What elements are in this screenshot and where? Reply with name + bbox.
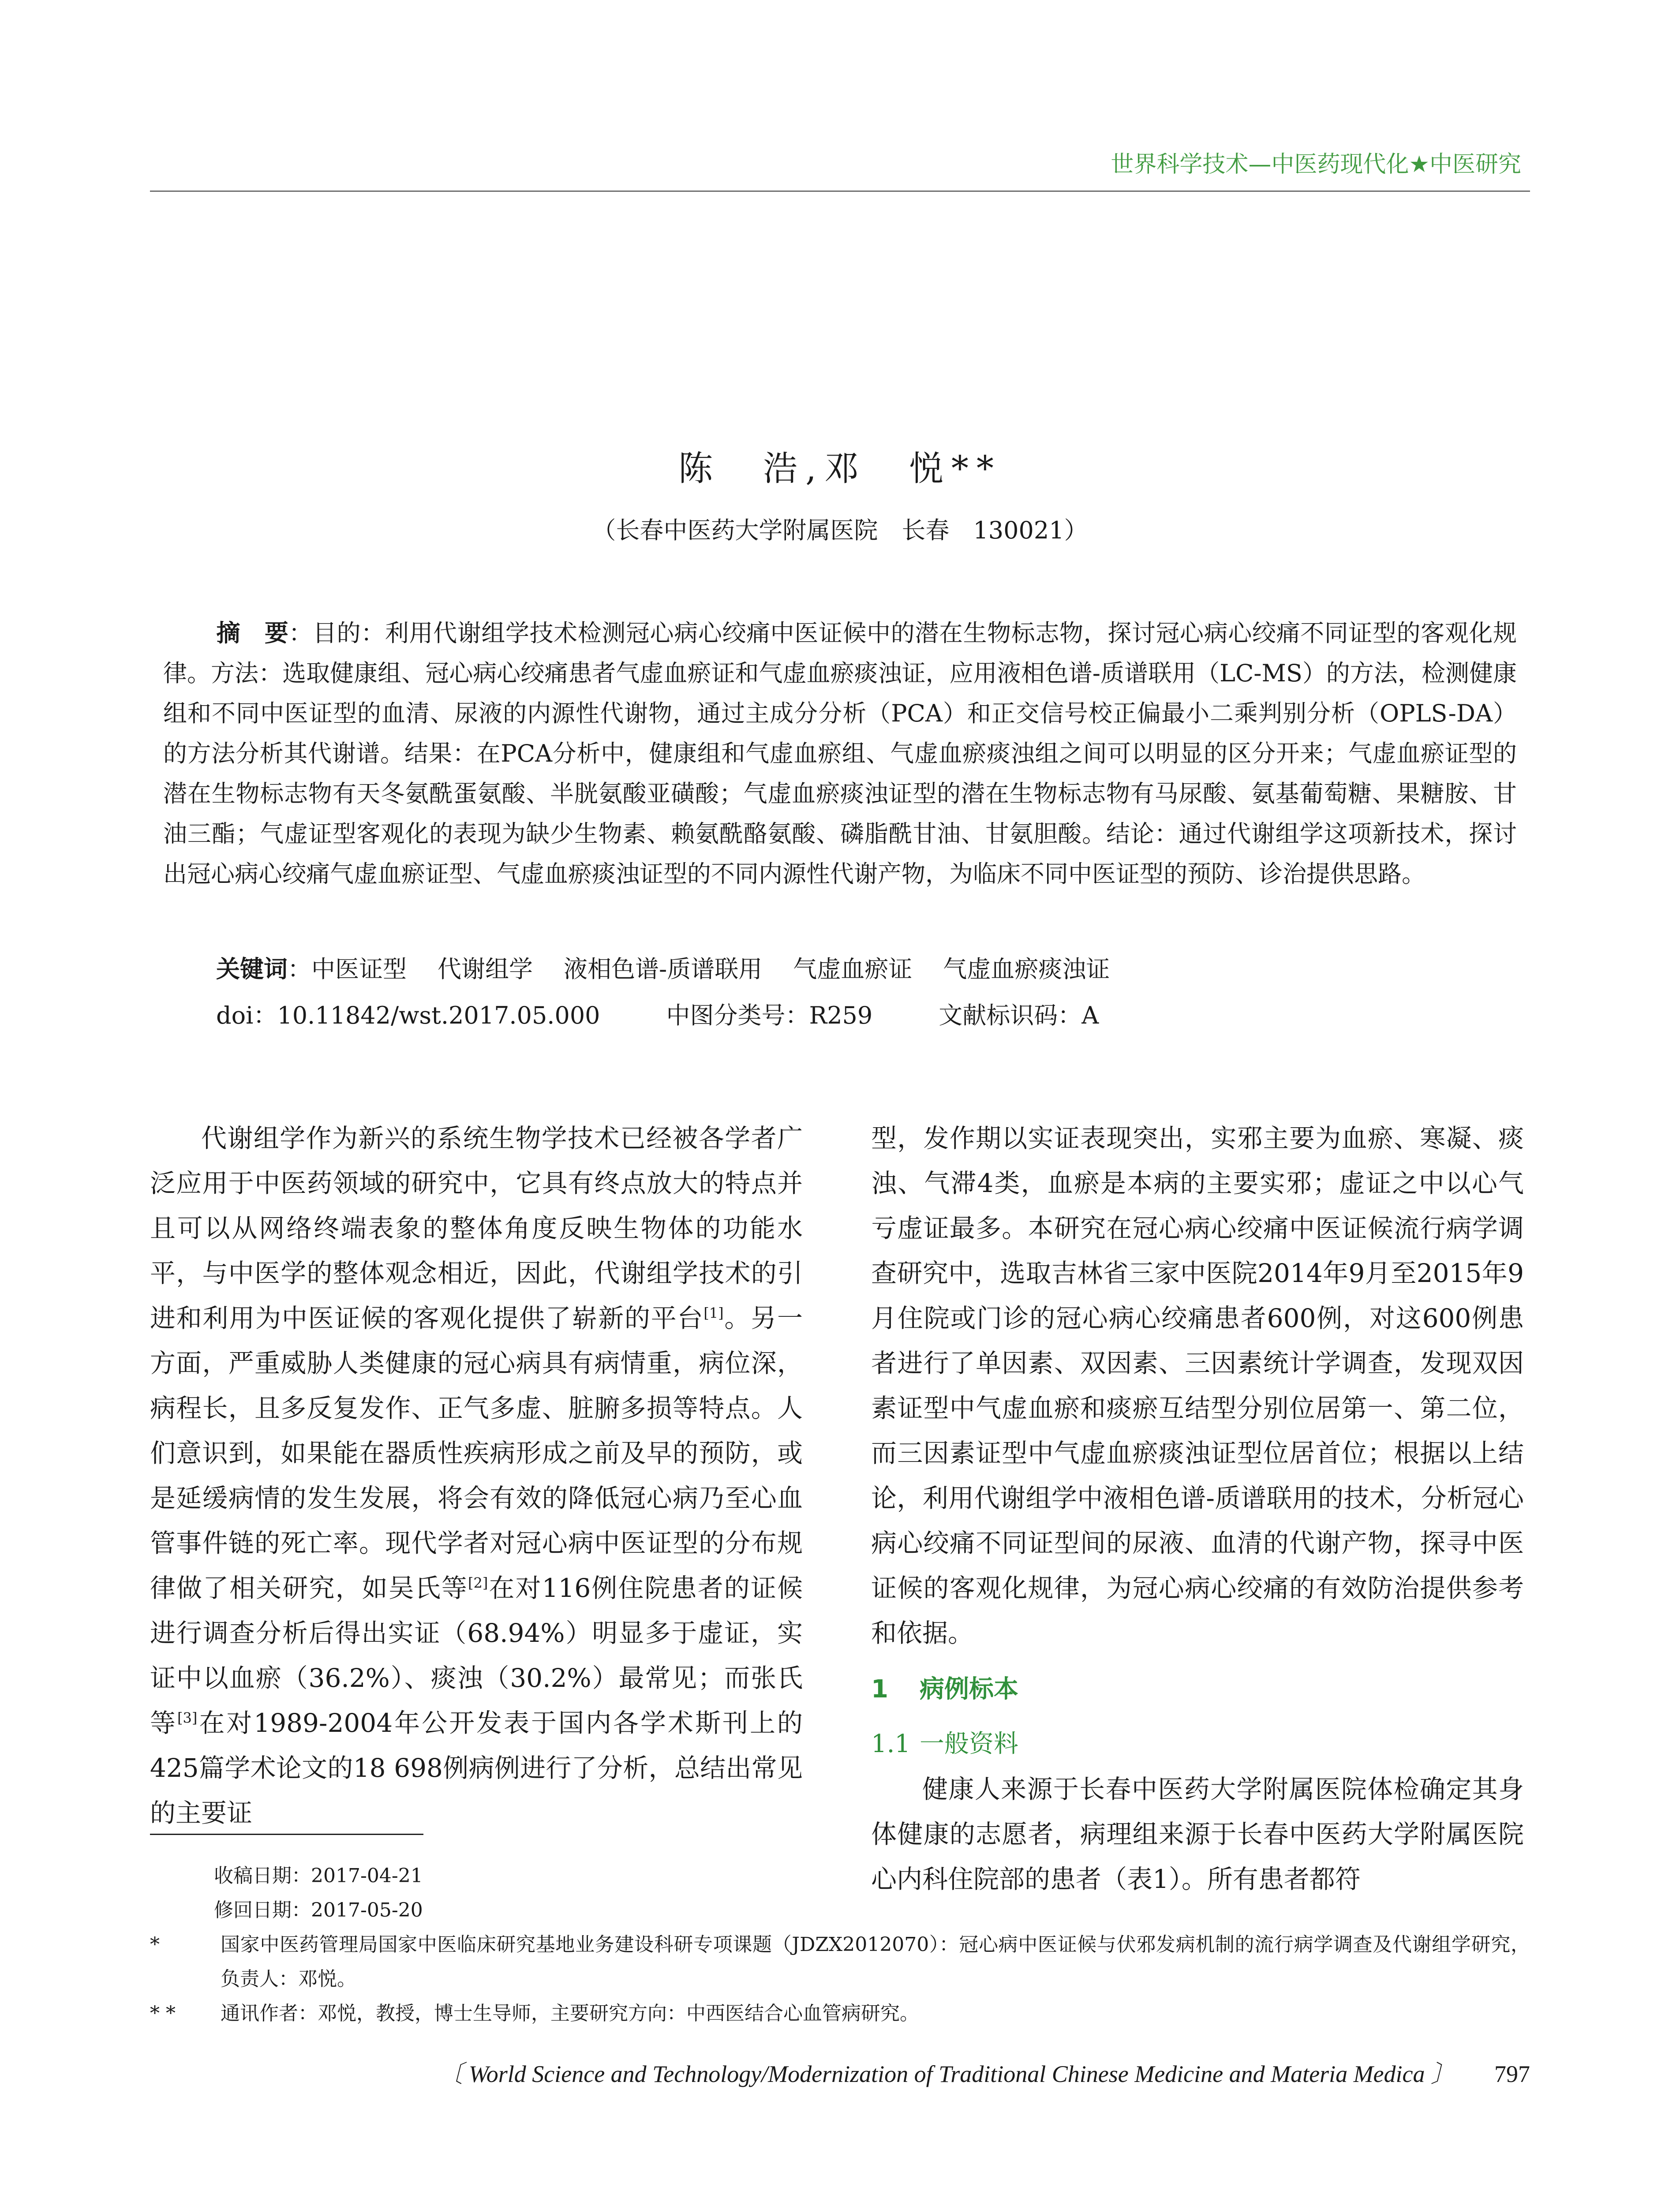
received-date: 收稿日期：2017-04-21 [214,1865,423,1887]
abstract [163,613,1517,894]
author-affiliation: （长春中医药大学附属医院 长春 130021） [592,516,1088,544]
body-column-left [150,1116,803,1835]
body-paragraph: 型，发作期以实证表现突出，实邪主要为血瘀、寒凝、痰浊、气滞4类，血瘀是本病的主要实邪；虚证之中以心气亏虚证最多。本研究在冠心病心绞痛中医证候流行病学调查研究中，选取吉林省三家中医院2014年9月至2015年9月住院或门诊的冠心病心绞痛患者600例，对这600例患者进行了单因素、双因素、三因素统计学调查，发现双因素证型中气虚血瘀和痰瘀互结型分别位居第一、第二位，而三因素证型中气虚血瘀痰浊证型位居首位；根据以上结论，利用代谢组学中液相色谱-质谱联用的技术，分析冠心病心绞痛不同证型间的尿液、血清的代谢产物，探寻中医证候的客观化规律，为冠心病心绞痛的有效防治提供参考和依据。 [871,1123,1524,1648]
reference-mark: [2] [468,1574,488,1592]
abstract-text: ：目的：利用代谢组学技术检测冠心病心绞痛中医证候中的潜在生物标志物，探讨冠心病心绞痛不同证型的客观化规律。方法：选取健康组、冠心病心绞痛患者气虚血瘀证和气虚血瘀痰浊证，应用液相色谱-质谱联用（LC-MS）的方法，检测健康组和不同中医证型的血清、尿液的内源性代谢物，通过主成分分析（PCA）和正交信号校正偏最小二乘判别分析（OPLS-DA）的方法分析其代谢谱。结果：在PCA分析中，健康组和气虚血瘀组、气虚血瘀痰浊组之间可以明显的区分开来；气虚血瘀证型的潜在生物标志物有天冬氨酰蛋氨酸、半胱氨酸亚磺酸；气虚血瘀痰浊证型的潜在生物标志物有马尿酸、氨基葡萄糖、果糖胺、甘油三酯；气虚证型客观化的表现为缺少生物素、赖氨酰酪氨酸、磷脂酰甘油、甘氨胆酸。结论：通过代谢组学这项新技术，探讨出冠心病心绞痛气虚血瘀证型、气虚血瘀痰浊证型的不同内源性代谢产物，为临床不同中医证型的预防、诊治提供思路。 [163,619,1517,888]
body-column-right [871,1116,1524,1902]
author-names: 陈 浩,邓 悦** [678,449,1002,489]
footnotes [150,1859,1530,2031]
body-paragraph: 健康人来源于长春中医药大学附属医院体检确定其身体健康的志愿者，病理组来源于长春中医药大学附属医院心内科住院部的患者（表1）。所有患者都符 [871,1774,1524,1894]
abstract-label: 摘 要 [216,619,289,647]
page-footer [439,2055,1530,2089]
keywords-label: 关键词 [216,955,288,983]
subsection-heading: 1.1 一般资料 [871,1730,1018,1758]
reference-mark: [3] [177,1709,198,1727]
footnote-divider [150,1834,423,1835]
section-heading: 1 病例标本 [871,1675,1018,1704]
body-paragraph: 代谢组学作为新兴的系统生物学技术已经被各学者广泛应用于中医药领域的研究中，它具有终点放大的特点并且可以从网络终端表象的整体角度反映生物体的功能水平，与中医学的整体观念相近，因此，代谢组学技术的引进和利用为中医证候的客观化提供了崭新的平台[1]。另一方面，严重威胁人类健康的冠心病具有病情重，病位深，病程长，且多反复发作、正气多虚、脏腑多损等特点。人们意识到，如果能在器质性疾病形成之前及早的预防，或是延缓病情的发生发展，将会有效的降低冠心病乃至心血管事件链的死亡率。现代学者对冠心病中医证型的分布规律做了相关研究，如吴氏等[2]在对116例住院患者的证候进行调查分析后得出实证（68.94%）明显多于虚证，实证中以血瘀（36.2%）、痰浊（30.2%）最常见；而张氏等[3]在对1989-2004年公开发表于国内各学术斯刊上的425篇学术论文的18 698例病例进行了分析，总结出常见的主要证 [150,1123,803,1828]
header-divider [150,191,1530,192]
funding-note: * 国家中医药管理局国家中医临床研究基地业务建设科研专项课题（JDZX2012070）：冠心病中医证候与伏邪发病机制的流行病学调查及代谢组学研究，负责人：邓悦。 [150,1933,1530,1990]
keyword: 气虚血瘀证 [793,955,913,983]
keyword: 代谢组学 [438,955,533,983]
reference-mark: [1] [703,1304,724,1322]
keyword: ：中医证型 [288,955,407,983]
clc-number: 中图分类号：R259 [666,1002,873,1029]
keyword: 液相色谱-质谱联用 [564,955,763,983]
document-code: 文献标识码：A [939,1002,1099,1029]
journal-header: 世界科学技术—中医药现代化★中医研究 [1111,151,1521,178]
doi: doi：10.11842/wst.2017.05.000 [216,1002,600,1029]
page-number: 797 [1494,2061,1530,2087]
revised-date: 修回日期：2017-05-20 [214,1899,423,1921]
keyword: 气虚血瘀痰浊证 [943,955,1110,983]
keywords [216,950,1517,984]
article-meta [216,997,1165,1031]
correspondence-note: * * 通讯作者：邓悦，教授，博士生导师，主要研究方向：中西医结合心血管病研究。 [150,2002,919,2025]
footer-journal: 〔 World Science and Technology/Modernization of Traditional Chinese Medicine and Materia Medica 〕 [439,2061,1455,2087]
